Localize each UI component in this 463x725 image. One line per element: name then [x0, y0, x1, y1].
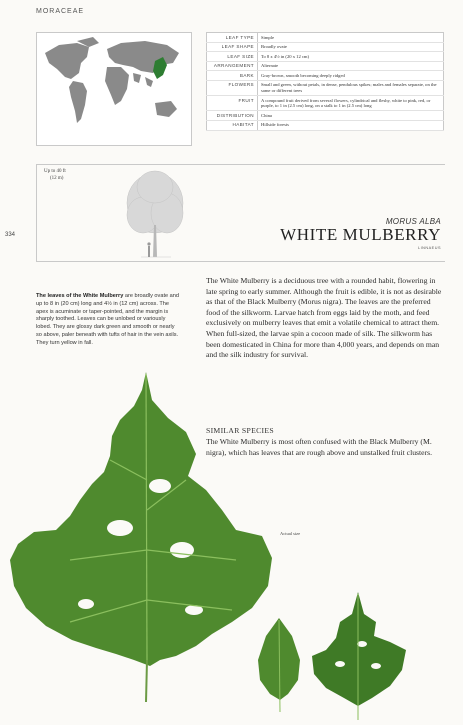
tree-scale-panel [36, 164, 445, 262]
facts-key: BARK [207, 71, 258, 81]
tree-silhouette [37, 165, 445, 261]
world-map-graphic [37, 33, 191, 145]
main-paragraph [206, 276, 446, 361]
facts-row [207, 80, 444, 95]
facts-value: Gray-brown, smooth becoming deeply ridged [258, 71, 444, 81]
facts-key: ARRANGEMENT [207, 61, 258, 71]
scientific-name: MORUS ALBA [385, 217, 441, 226]
facts-row [207, 61, 444, 71]
facts-key: LEAF SIZE [207, 52, 258, 62]
facts-key: FRUIT [207, 96, 258, 111]
facts-key: LEAF SHAPE [207, 42, 258, 52]
facts-value: To 8 x 4½ in (20 x 12 cm) [258, 52, 444, 62]
unlobed-leaf [258, 618, 300, 712]
similar-species-text: The White Mulberry is most often confused with the Black Mulberry (M. nigra), which has leaves that are rough above and unstalked fruit clusters. [206, 437, 433, 457]
person-figure [147, 242, 150, 257]
height-label: Up to 40 ft (12 m) [44, 169, 66, 181]
facts-row [207, 71, 444, 81]
facts-row [207, 52, 444, 62]
large-lobed-leaf [10, 372, 272, 702]
facts-key: FLOWERS [207, 80, 258, 95]
leaf-illustrations [0, 360, 463, 725]
similar-species-heading: SIMILAR SPECIES [206, 426, 274, 435]
facts-value: Small and green, without petals, in dense, pendulous spikes; males and females separate, on the same or different trees [258, 80, 444, 95]
facts-table [206, 32, 444, 131]
caption-body: are broadly ovate and up to 8 in (20 cm) long and 4½ in (12 cm) across. The apex is acuminate or taper-pointed, and the margin is sharply toothed. Leaves can be unlobed or variously lobed. They are glossy dark green and smooth or nearly so above, paler beneath with tufts of hair in the vein axils. They turn yellow in fall. [36, 293, 180, 346]
facts-row [207, 42, 444, 52]
facts-value: Alternate [258, 61, 444, 71]
facts-value: China [258, 111, 444, 121]
author-name: LINNAEUS [418, 246, 441, 250]
small-lobed-leaf [312, 592, 406, 720]
facts-value: Hillside forests [258, 120, 444, 130]
family-header: MORACEAE [36, 8, 85, 15]
facts-row [207, 120, 444, 130]
caption-lead: The leaves of the White Mulberry [36, 293, 124, 299]
actual-size-label: Actual size [280, 531, 301, 536]
facts-value: Simple [258, 33, 444, 43]
facts-value: Broadly ovate [258, 42, 444, 52]
description-text: The White Mulberry is a deciduous tree with a rounded habit, flowering in late spring to early summer. Although the fruit is edible, it is not as desirable as that of the Black Mulberry (Morus nigra). The leaves are the preferred food of the silkworm. Larvae hatch from eggs laid by the moth, and feed exclusively on mulberry leaves that emit a volatile chemical to attract them. When full-sized, the larvae spin a cocoon made of silk. The silkworm has been domesticated in China for more than 4,000 years, and depends on man and the silk industry for survival. [206, 276, 442, 360]
facts-key: DISTRIBUTION [207, 111, 258, 121]
facts-key: HABITAT [207, 120, 258, 130]
facts-value: A compound fruit derived from several flowers, cylindrical and fleshy, white to pink, red, or purple, to 1 in (2.5 cm) long, on a stalk to 1 in (2.5 cm) long [258, 96, 444, 111]
page-number: 334 [5, 232, 16, 238]
facts-row [207, 96, 444, 111]
facts-key: LEAF TYPE [207, 33, 258, 43]
common-name: WHITE MULBERRY [280, 225, 441, 244]
facts-row [207, 111, 444, 121]
leaf-caption [36, 293, 182, 348]
distribution-map [36, 32, 192, 146]
facts-row [207, 33, 444, 43]
